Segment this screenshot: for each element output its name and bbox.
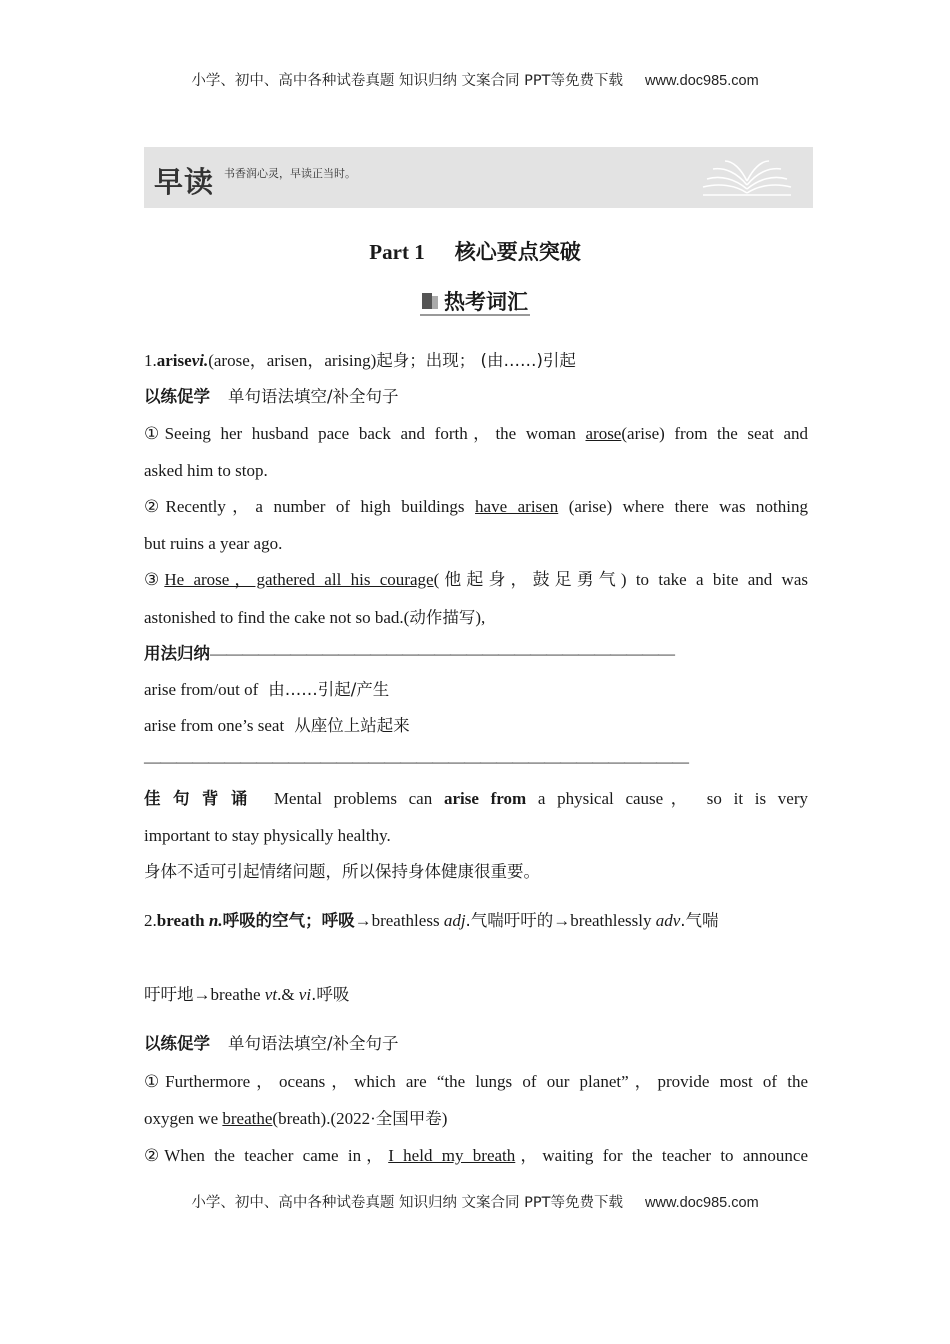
header-url[interactable]: www.doc985.com [645,73,759,89]
section-heading [0,286,950,316]
sentence-number: ③ [144,570,165,589]
separator: .& [277,985,299,1004]
sentence-b2-line-1 [144,1144,808,1168]
phrase: arise from/out of [144,680,259,699]
derivative: breathlessly [570,911,656,930]
word-forms: (arose，arisen，arising) [208,351,377,370]
sentence-3-line-2 [144,606,808,630]
derivative-pos: vt [264,985,278,1004]
section-marker-icon [422,293,438,309]
derivative-meaning: .呼吸 [311,985,350,1004]
sentence-text: astonished to find the cake not so bad.( [144,608,410,627]
recite-line-2 [144,824,808,848]
answer: I held my breath [388,1146,516,1165]
sentence-text: ②When the teacher came in， [144,1146,389,1165]
practice-heading-2 [144,1032,808,1056]
derivative-meaning: .气喘 [680,911,719,930]
practice-heading [144,385,808,409]
practice-label: 以练促学 [144,387,210,406]
sentence-text: ②Recently，a number of high buildings [144,497,476,516]
part-heading [0,236,950,266]
sentence-text: important to stay physically healthy. [144,826,391,845]
page-footer [0,1191,950,1212]
sentence-text: but ruins a year ago. [144,534,283,553]
footer-url[interactable]: www.doc985.com [645,1195,759,1211]
answer: He arose，gathered all his courage [164,570,434,589]
sentence-1-line-1 [144,422,808,446]
phrase: arise from one’s seat [144,716,285,735]
sentence-text: (breath).(2022· [272,1109,376,1128]
phrase-meaning: 从座位上站起来 [294,716,410,735]
section-title: 热考词汇 [444,290,528,314]
phrase-meaning: 由……引起/产生 [268,680,390,699]
usage-item-2 [144,714,808,738]
practice-type: 单句语法填空/补全句子 [228,387,399,406]
morning-reading-banner [144,147,813,208]
key-phrase: arise from [443,789,527,808]
entry-number: 1. [144,351,157,370]
sentence-text: ，waiting for the teacher to announce [515,1146,808,1165]
sentence-b1-line-2 [144,1107,808,1131]
sentence-text: asked him to stop. [144,461,268,480]
sentence-text: Mental problems can [273,789,444,808]
practice-label: 以练促学 [144,1034,210,1053]
sentence-text: ) [441,1109,448,1128]
derivative-pos: vi [298,985,312,1004]
recite-line-1 [144,787,808,811]
derivative-pos: adj [443,911,466,930]
answer: have arisen [475,497,559,516]
derivative-meaning: 吁吁地 [144,985,194,1004]
headword: arise [156,351,192,370]
banner-title: 早读 [154,165,215,199]
derivative: breathe [210,985,265,1004]
footer-text: 小学、初中、高中各种试卷真题 知识归纳 文案合同 PPT等免费下载 [191,1195,624,1211]
sentence-2-line-1 [144,495,808,519]
recite-label: 佳句背诵 [144,789,260,808]
recite-translation: 身体不适可引起情绪问题，所以保持身体健康很重要。 [144,862,540,881]
sentence-b1-line-1 [144,1070,808,1094]
part-label: Part 1 [369,240,425,264]
part-of-speech: n. [208,911,223,930]
header-text: 小学、初中、高中各种试卷真题 知识归纳 文案合同 PPT等免费下载 [191,73,624,89]
usage-heading [144,642,808,666]
open-book-icon [699,157,795,199]
source-note: 全国甲卷 [375,1109,442,1128]
sentence-text: ①Seeing her husband pace back and forth，the woman [144,424,586,443]
banner-subtitle: 书香润心灵，早读正当时。 [224,167,356,180]
arrow-icon: → [553,911,571,930]
answer: breathe [222,1109,273,1128]
word-meaning: 起身；出现； (由……)引起 [376,351,576,370]
entry-arise-heading [144,349,808,373]
arrow-icon: → [354,911,372,930]
word-meaning: 呼吸的空气；呼吸 [222,911,355,930]
usage-label: 用法归纳 [144,644,210,663]
sentence-text: oxygen we [144,1109,223,1128]
sentence-text: (arise) from the seat and [621,424,809,443]
part-title: 核心要点突破 [454,240,581,264]
usage-item-1 [144,678,808,702]
sentence-2-line-2 [144,532,808,556]
page-header [0,69,950,90]
sentence-text: ), [475,608,486,627]
sentence-3-line-1 [144,568,808,592]
answer: arose [585,424,622,443]
sentence-text: a physical cause， so it is very [526,789,809,808]
entry-breath-heading-cont [144,983,808,1007]
part-of-speech: vi. [191,351,209,370]
entry-number: 2. [144,911,157,930]
sentence-1-line-2 [144,459,808,483]
arrow-icon: → [193,985,211,1004]
sentence-text: ①Furthermore，oceans，which are “the lungs of our planet”，provide most of the [144,1072,808,1091]
dash-rule: ————————————————————————————— [210,644,674,663]
usage-end-rule: —————————————————————————————————— [144,752,688,771]
practice-type: 单句语法填空/补全句子 [228,1034,399,1053]
derivative-meaning: .气喘吁吁的 [465,911,554,930]
derivative-pos: adv [655,911,681,930]
sentence-text: (他起身，鼓足勇气) to take a bite and was [433,570,808,589]
entry-breath-heading [144,909,808,933]
headword: breath [156,911,205,930]
derivative: breathless [371,911,444,930]
note: 动作描写 [409,608,476,627]
sentence-text: (arise) where there was nothing [558,497,808,516]
